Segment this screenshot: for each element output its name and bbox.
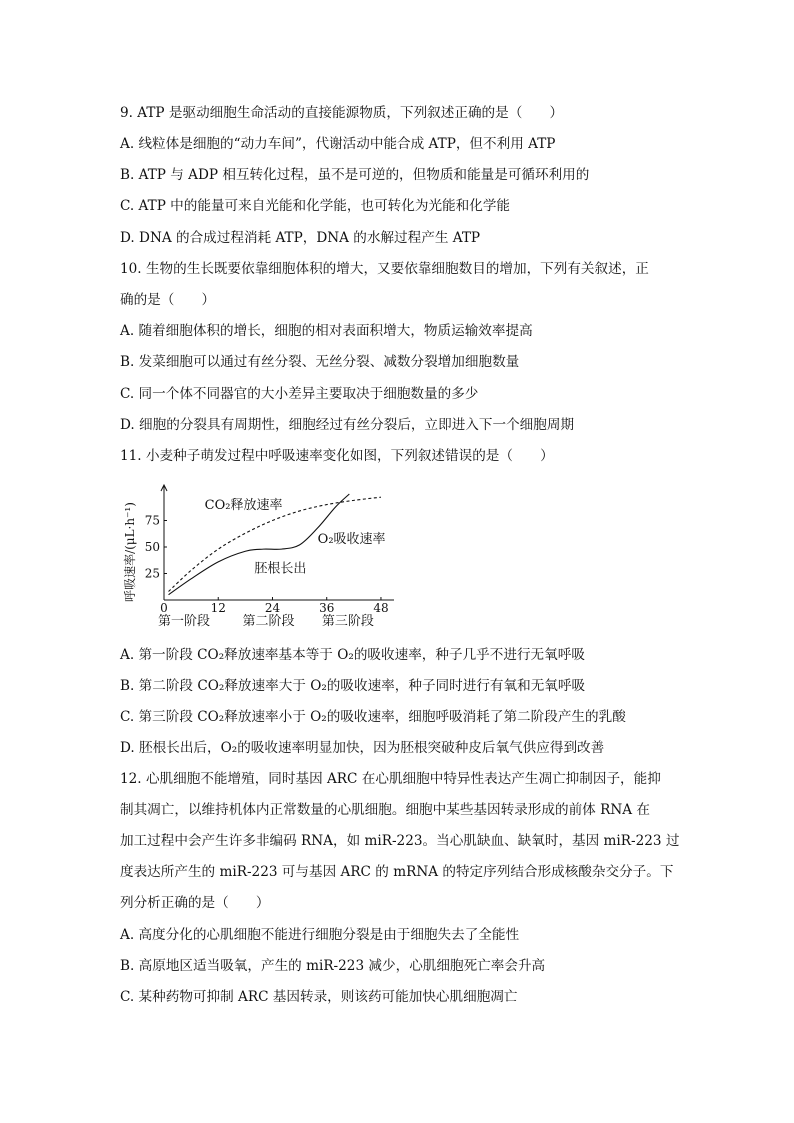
q10-stem-line1: 10. 生物的生长既要依靠细胞体积的增大，又要依靠细胞数目的增加，下列有关叙述，正	[120, 261, 649, 277]
q9-option-a: A. 线粒体是细胞的“动力车间”，代谢活动中能合成 ATP，但不利用 ATP	[120, 136, 556, 152]
co2-series-label: CO₂释放速率	[204, 497, 283, 513]
x-tick-label: 24	[264, 601, 281, 615]
q10-option-a: A. 随着细胞体积的增长，细胞的相对表面积增大，物质运输效率提高	[120, 323, 533, 339]
y-tick-label: 75	[144, 513, 160, 528]
annotation-label: 胚根长出	[254, 561, 307, 577]
q12-option-c: C. 某种药物可抑制 ARC 基因转录，则该药可能加快心肌细胞凋亡	[120, 989, 518, 1005]
y-tick-label: 25	[144, 566, 160, 581]
stage-label: 第三阶段	[321, 614, 374, 628]
q9-option-c: C. ATP 中的能量可来自光能和化学能，也可转化为光能和化学能	[120, 198, 511, 214]
q12-option-a: A. 高度分化的心肌细胞不能进行细胞分裂是由于细胞失去了全能性	[120, 927, 520, 943]
q12-stem-line1: 12. 心肌细胞不能增殖，同时基因 ARC 在心肌细胞中特异性表达产生凋亡抑制因子，能抑	[120, 771, 661, 787]
chart-svg	[118, 478, 418, 628]
q9-stem: 9. ATP 是驱动细胞生命活动的直接能源物质，下列叙述正确的是（ ）	[120, 105, 564, 121]
q9-option-d: D. DNA 的合成过程消耗 ATP，DNA 的水解过程产生 ATP	[120, 230, 481, 246]
q9-option-b: B. ATP 与 ADP 相互转化过程，虽不是可逆的，但物质和能量是可循环利用的	[120, 167, 590, 183]
stage-label: 第二阶段	[242, 614, 295, 628]
stage-label: 第一阶段	[157, 614, 211, 628]
q11-option-c: C. 第三阶段 CO₂释放速率小于 O₂的吸收速率，细胞呼吸消耗了第二阶段产生的乳酸	[120, 709, 626, 725]
q10-option-d: D. 细胞的分裂具有周期性，细胞经过有丝分裂后，立即进入下一个细胞周期	[120, 417, 575, 433]
x-tick-label: 48	[373, 601, 389, 615]
x-tick-label: 0	[160, 601, 168, 615]
q10-stem-line2: 确的是（ ）	[120, 292, 216, 308]
q12-stem-line5: 列分析正确的是（ ）	[120, 895, 270, 911]
x-tick-label: 12	[210, 601, 226, 615]
o2-series-label: O₂吸收速率	[317, 531, 386, 547]
q12-option-b: B. 高原地区适当吸氧，产生的 miR-223 减少，心肌细胞死亡率会升高	[120, 958, 546, 974]
y-tick-label: 50	[144, 540, 160, 554]
q12-stem-line4: 度表达所产生的 miR-223 可与基因 ARC 的 mRNA 的特定序列结合形成核酸杂交分子。下	[120, 864, 674, 880]
y-axis-label: 呼吸速率/(μL·h⁻¹)	[123, 502, 137, 602]
q11-option-d: D. 胚根长出后，O₂的吸收速率明显加快，因为胚根突破种皮后氧气供应得到改善	[120, 740, 605, 756]
q10-option-b: B. 发菜细胞可以通过有丝分裂、无丝分裂、减数分裂增加细胞数量	[120, 354, 520, 370]
q11-stem: 11. 小麦种子萌发过程中呼吸速率变化如图，下列叙述错误的是（ ）	[120, 448, 554, 464]
q12-stem-line3: 加工过程中会产生许多非编码 RNA，如 miR-223。当心肌缺血、缺氧时，基因 miR-223 过	[120, 833, 680, 849]
q11-option-b: B. 第二阶段 CO₂释放速率大于 O₂的吸收速率，种子同时进行有氧和无氧呼吸	[120, 678, 586, 694]
q11-option-a: A. 第一阶段 CO₂释放速率基本等于 O₂的吸收速率，种子几乎不进行无氧呼吸	[120, 647, 585, 663]
q10-option-c: C. 同一个体不同器官的大小差异主要取决于细胞数量的多少	[120, 386, 479, 402]
q12-stem-line2: 制其凋亡，以维持机体内正常数量的心肌细胞。细胞中某些基因转录形成的前体 RNA 在	[120, 802, 650, 818]
respiration-rate-chart	[118, 478, 418, 628]
x-tick-label: 36	[319, 601, 335, 615]
